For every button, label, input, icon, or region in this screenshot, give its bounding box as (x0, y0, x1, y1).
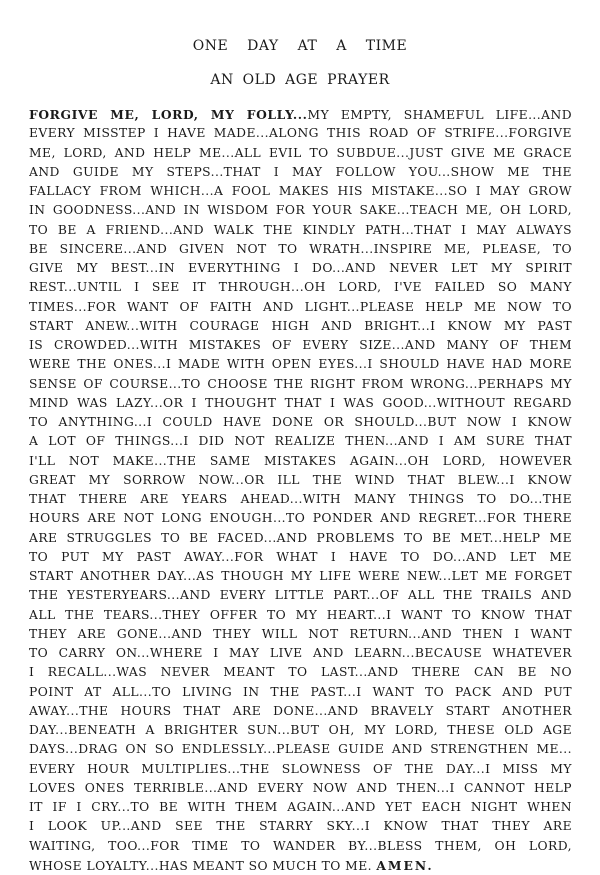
prayer-line (29, 798, 572, 817)
prayer-line (29, 490, 572, 509)
prayer-line-text: IS CROWDED...WITH MISTAKES OF EVERY SIZE...AND MANY OF THEM (29, 338, 572, 352)
prayer-line (29, 432, 572, 451)
prayer-line-text: WERE THE ONES...I MADE WITH OPEN EYES...I SHOULD HAVE HAD MORE (29, 357, 572, 372)
prayer-line (29, 509, 572, 528)
prayer-line-text: HOURS ARE NOT LONG ENOUGH...TO PONDER AND REGRET...FOR THERE (29, 511, 572, 526)
prayer-line (29, 394, 572, 413)
prayer-line (29, 221, 572, 240)
document-subtitle: AN OLD AGE PRAYER (210, 72, 390, 88)
prayer-line (29, 375, 572, 394)
prayer-body (29, 105, 572, 875)
prayer-line (29, 606, 572, 625)
prayer-line (29, 586, 572, 605)
prayer-line (29, 105, 572, 124)
prayer-line (29, 683, 572, 702)
prayer-line-text: GIVE MY BEST...IN EVERYTHING I DO...AND NEVER LET MY SPIRIT (29, 261, 572, 275)
prayer-line-text: BE SINCERE...AND GIVEN NOT TO WRATH...INSPIRE ME, PLEASE, TO (29, 241, 572, 256)
prayer-line (29, 625, 572, 644)
prayer-line-text: TO CARRY ON...WHERE I MAY LIVE AND LEARN...BECAUSE WHATEVER (29, 646, 572, 660)
prayer-line (29, 182, 572, 201)
prayer-line (29, 317, 572, 336)
prayer-line-text: TO BE A FRIEND...AND WALK THE KINDLY PATH...THAT I MAY ALWAYS (29, 222, 572, 237)
prayer-line (29, 278, 572, 297)
prayer-line-text: START ANOTHER DAY...AS THOUGH MY LIFE WERE NEW...LET ME FORGET (29, 569, 572, 583)
prayer-line (29, 163, 572, 182)
prayer-line-text: ARE STRUGGLES TO BE FACED...AND PROBLEMS TO BE MET...HELP ME (29, 530, 572, 545)
prayer-line-text: REST...UNTIL I SEE IT THROUGH...OH LORD, I'VE FAILED SO MANY (29, 280, 572, 295)
prayer-line (29, 817, 572, 836)
prayer-line-text: IT IF I CRY...TO BE WITH THEM AGAIN...AND YET EACH NIGHT WHEN (29, 800, 572, 814)
prayer-line-text: WHOSE LOYALTY...HAS MEANT SO MUCH TO ME. (29, 858, 373, 873)
prayer-line-text: DAY...BENEATH A BRIGHTER SUN...BUT OH, MY LORD, THESE OLD AGE (29, 723, 572, 737)
prayer-line (29, 355, 572, 374)
prayer-line-text: START ANEW...WITH COURAGE HIGH AND BRIGHT...I KNOW MY PAST (29, 318, 572, 333)
prayer-line (29, 529, 572, 548)
prayer-line-text: MY EMPTY, SHAMEFUL LIFE...AND (307, 108, 572, 122)
prayer-line-text: EVERY HOUR MULTIPLIES...THE SLOWNESS OF THE DAY...I MISS MY (29, 761, 572, 776)
prayer-line-text: EVERY MISSTEP I HAVE MADE...ALONG THIS ROAD OF STRIFE...FORGIVE (29, 126, 572, 141)
prayer-line-text: TO PUT MY PAST AWAY...FOR WHAT I HAVE TO DO...AND LET ME (29, 549, 572, 564)
prayer-line-text: SENSE OF COURSE...TO CHOOSE THE RIGHT FROM WRONG...PERHAPS MY (29, 376, 572, 391)
prayer-line-text: TIMES...FOR WANT OF FAITH AND LIGHT...PLEASE HELP ME NOW TO (29, 299, 572, 314)
prayer-line-text: AWAY...THE HOURS THAT ARE DONE...AND BRAVELY START ANOTHER (29, 703, 572, 718)
prayer-line-text: I LOOK UP...AND SEE THE STARRY SKY...I KNOW THAT THEY ARE (29, 819, 572, 834)
prayer-line-text: THAT THERE ARE YEARS AHEAD...WITH MANY THINGS TO DO...THE (29, 492, 572, 506)
prayer-line (29, 663, 572, 682)
prayer-line-text: I RECALL...WAS NEVER MEANT TO LAST...AND THERE CAN BE NO (29, 665, 572, 680)
prayer-line-text: I'LL NOT MAKE...THE SAME MISTAKES AGAIN...OH LORD, HOWEVER (29, 453, 572, 468)
prayer-closing: AMEN. (376, 857, 434, 873)
prayer-line (29, 413, 572, 432)
prayer-line-text: TO ANYTHING...I COULD HAVE DONE OR SHOULD...BUT NOW I KNOW (29, 415, 572, 429)
prayer-line-text: LOVES ONES TERRIBLE...AND EVERY NOW AND THEN...I CANNOT HELP (29, 780, 572, 795)
prayer-line-text: AND GUIDE MY STEPS...THAT I MAY FOLLOW YOU...SHOW ME THE (29, 164, 572, 179)
prayer-line-text: FALLACY FROM WHICH...A FOOL MAKES HIS MISTAKE...SO I MAY GROW (29, 184, 572, 198)
prayer-line (29, 856, 572, 875)
prayer-line (29, 259, 572, 278)
prayer-line (29, 471, 572, 490)
prayer-line-text: POINT AT ALL...TO LIVING IN THE PAST...I WANT TO PACK AND PUT (29, 684, 572, 699)
prayer-line (29, 336, 572, 355)
prayer-line-text: DAYS...DRAG ON SO ENDLESSLY...PLEASE GUIDE AND STRENGTHEN ME... (29, 742, 572, 757)
prayer-line (29, 837, 572, 856)
prayer-line-text: A LOT OF THINGS...I DID NOT REALIZE THEN...AND I AM SURE THAT (29, 434, 572, 449)
prayer-line (29, 124, 572, 143)
prayer-line-text: ME, LORD, AND HELP ME...ALL EVIL TO SUBDUE...JUST GIVE ME GRACE (29, 145, 572, 160)
prayer-line (29, 452, 572, 471)
prayer-line (29, 779, 572, 798)
prayer-line (29, 144, 572, 163)
document-title: ONE DAY AT A TIME (192, 38, 408, 54)
prayer-line (29, 702, 572, 721)
prayer-line-text: THEY ARE GONE...AND THEY WILL NOT RETURN...AND THEN I WANT (29, 626, 572, 641)
prayer-line-text: WAITING, TOO...FOR TIME TO WANDER BY...BLESS THEM, OH LORD, (29, 838, 572, 853)
prayer-line (29, 567, 572, 586)
prayer-line (29, 721, 572, 740)
prayer-line (29, 201, 572, 220)
prayer-line (29, 740, 572, 759)
prayer-line (29, 644, 572, 663)
prayer-line (29, 548, 572, 567)
prayer-line-text: MIND WAS LAZY...OR I THOUGHT THAT I WAS GOOD...WITHOUT REGARD (29, 395, 572, 410)
prayer-line-text: GREAT MY SORROW NOW...OR ILL THE WIND THAT BLEW...I KNOW (29, 472, 572, 487)
prayer-line-text: ALL THE TEARS...THEY OFFER TO MY HEART...I WANT TO KNOW THAT (29, 607, 572, 622)
prayer-line (29, 298, 572, 317)
prayer-opening: FORGIVE ME, LORD, MY FOLLY... (29, 107, 308, 122)
prayer-line (29, 240, 572, 259)
prayer-line-text: IN GOODNESS...AND IN WISDOM FOR YOUR SAKE...TEACH ME, OH LORD, (29, 203, 572, 218)
prayer-line-text: THE YESTERYEARS...AND EVERY LITTLE PART...OF ALL THE TRAILS AND (29, 588, 572, 603)
